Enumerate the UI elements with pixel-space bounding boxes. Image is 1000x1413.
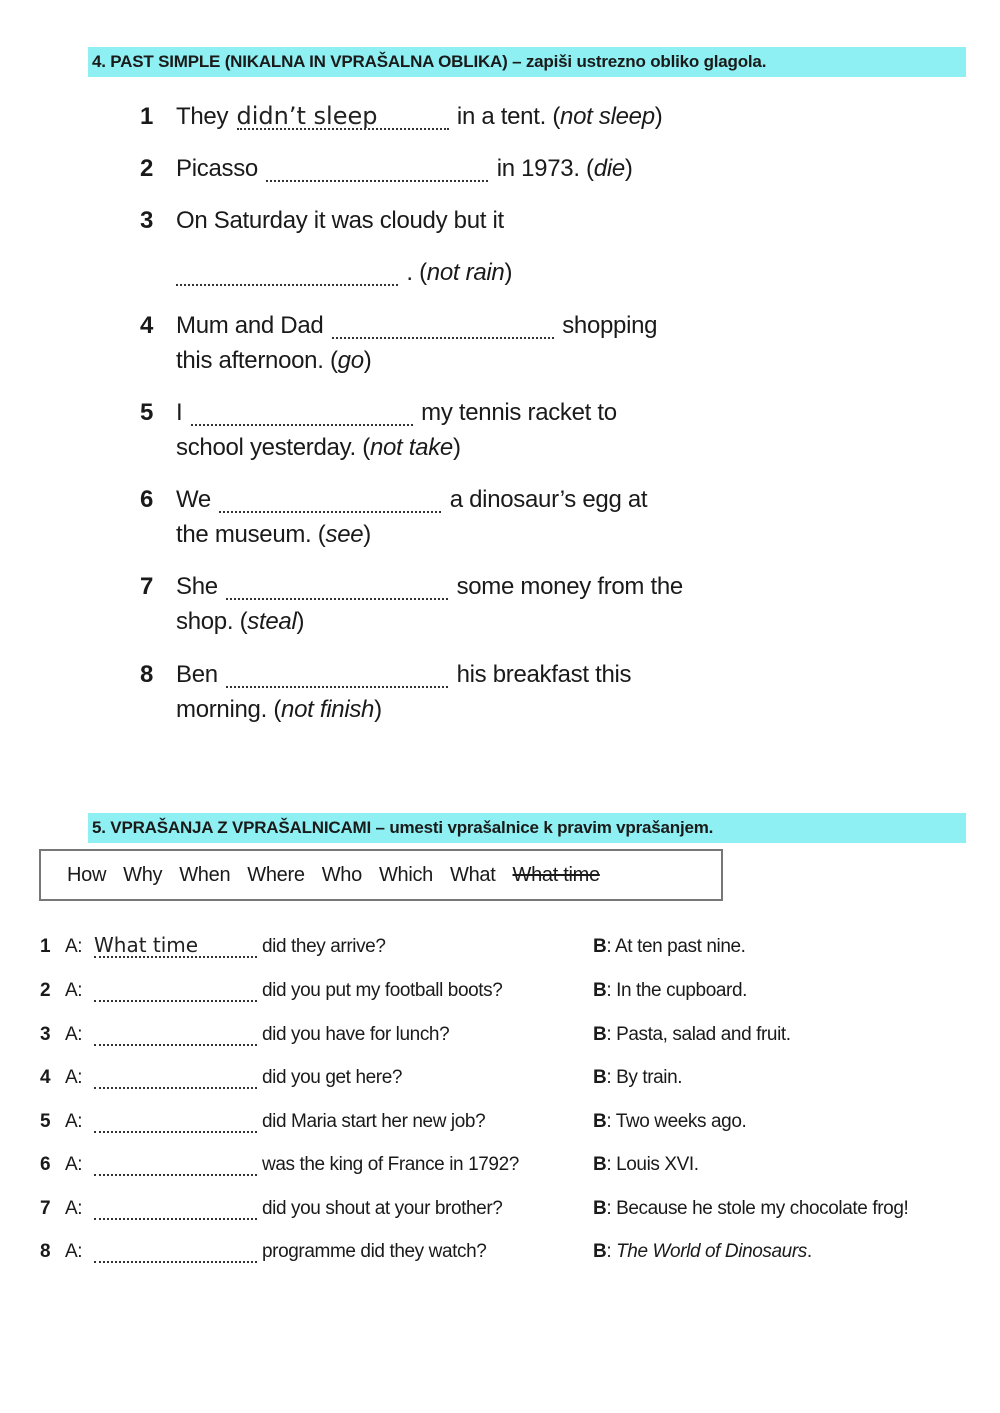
verb-hint: not sleep <box>560 103 655 130</box>
word-bank-item: Who <box>321 863 362 886</box>
question-row <box>0 1109 1000 1135</box>
row-number: 1 <box>40 936 51 957</box>
speaker-a-label: A: <box>65 936 83 957</box>
answer-input[interactable] <box>176 260 398 286</box>
item-number: 8 <box>140 661 154 688</box>
question-text: did you have for lunch? <box>262 1024 450 1045</box>
item-text: shop. ( <box>176 608 248 635</box>
reply <box>593 1152 699 1178</box>
question-text: was the king of France in 1792? <box>262 1154 519 1175</box>
item-number: 6 <box>140 486 154 513</box>
verb-hint: see <box>325 521 364 548</box>
reply-text: : Pasta, salad and fruit. <box>606 1024 791 1045</box>
paren: ) <box>624 155 633 182</box>
question-word-input[interactable] <box>94 1109 257 1133</box>
answer-input[interactable] <box>219 487 441 513</box>
speaker-a-label: A: <box>65 1067 83 1088</box>
reply-text: : Louis XVI. <box>606 1154 699 1175</box>
row-number: 8 <box>40 1241 51 1262</box>
speaker-a-label: A: <box>65 1111 83 1132</box>
item-text: morning. ( <box>176 696 282 723</box>
item-text: She <box>176 573 218 600</box>
paren: ) <box>363 347 372 374</box>
answer-input[interactable] <box>191 400 413 426</box>
row-number: 7 <box>40 1198 51 1219</box>
paren: ) <box>654 103 663 130</box>
item-text: the museum. ( <box>176 521 326 548</box>
word-bank-item: Which <box>378 863 434 886</box>
question-row <box>0 978 1000 1004</box>
question-text: programme did they watch? <box>262 1241 487 1262</box>
paren: ) <box>296 608 305 635</box>
word-bank-item: What <box>450 863 496 886</box>
word-bank-item: Why <box>123 863 163 886</box>
word-bank-item: Where <box>247 863 305 886</box>
speaker-b-label: B <box>593 1198 607 1219</box>
speaker-a-label: A: <box>65 1198 83 1219</box>
question-word-input[interactable] <box>94 934 257 958</box>
reply-text: : At ten past nine. <box>606 936 746 957</box>
item-text: shopping <box>562 312 658 339</box>
question-word-input[interactable] <box>94 1196 257 1220</box>
paren: ) <box>504 259 513 286</box>
reply <box>593 1022 791 1048</box>
word-bank-item: When <box>179 863 231 886</box>
reply <box>593 1065 682 1091</box>
reply <box>593 978 747 1004</box>
paren: ) <box>363 521 371 548</box>
question-word-input[interactable] <box>94 1152 257 1176</box>
item-text: some money from the <box>456 573 683 600</box>
question-text: did you shout at your brother? <box>262 1198 503 1219</box>
section-4-title: 4. PAST SIMPLE (NIKALNA IN VPRAŠALNA OBLIKA) – zapiši ustrezno obliko glagola. <box>88 47 966 77</box>
speaker-b-label: B <box>593 1024 607 1045</box>
verb-hint: go <box>337 347 364 374</box>
question-word-input[interactable] <box>94 1239 257 1263</box>
reply <box>593 934 746 960</box>
item-text: We <box>176 486 211 513</box>
item-text: Mum and Dad <box>176 312 324 339</box>
item-text: Ben <box>176 661 218 688</box>
speaker-b-label: B <box>593 1067 607 1088</box>
item-text: his breakfast this <box>456 661 632 688</box>
reply-text: . <box>806 1241 812 1262</box>
row-number: 6 <box>40 1154 51 1175</box>
question-word-input[interactable] <box>94 1065 257 1089</box>
paren: ) <box>374 696 382 723</box>
speaker-a-label: A: <box>65 1154 83 1175</box>
question-row <box>0 1152 1000 1178</box>
item-text: Picasso <box>176 155 258 182</box>
item-text: my tennis racket to <box>421 399 617 426</box>
speaker-b-label: B <box>593 980 607 1001</box>
item-text: On Saturday it was cloudy but it <box>176 207 504 234</box>
question-row <box>0 1065 1000 1091</box>
speaker-a-label: A: <box>65 1241 83 1262</box>
speaker-a-label: A: <box>65 1024 83 1045</box>
speaker-b-label: B <box>593 1154 607 1175</box>
reply <box>593 1109 746 1135</box>
question-row <box>0 934 1000 960</box>
item-number: 1 <box>140 103 154 130</box>
verb-hint: not take <box>369 434 453 461</box>
answer-input[interactable] <box>226 662 448 688</box>
question-word-input[interactable] <box>94 1022 257 1046</box>
row-number: 5 <box>40 1111 51 1132</box>
verb-hint: steal <box>247 608 297 635</box>
item-number: 5 <box>140 399 154 426</box>
item-text: a dinosaur’s egg at <box>449 486 648 513</box>
item-text: . ( <box>400 259 427 286</box>
reply-text: : Two weeks ago. <box>606 1111 747 1132</box>
item-text: this afternoon. ( <box>176 347 338 374</box>
question-text: did you put my football boots? <box>262 980 503 1001</box>
speaker-b-label: B <box>593 1241 607 1262</box>
row-number: 2 <box>40 980 51 1001</box>
question-word-input[interactable] <box>94 978 257 1002</box>
section-5-title: 5. VPRAŠANJA Z VPRAŠALNICAMI – umesti vprašalnice k pravim vprašanjem. <box>88 813 966 843</box>
question-row <box>0 1196 1000 1222</box>
answer-input[interactable] <box>332 313 554 339</box>
row-number: 3 <box>40 1024 51 1045</box>
item-text: in a tent. ( <box>456 103 561 130</box>
question-text: did you get here? <box>262 1067 403 1088</box>
reply-text: : <box>606 1241 617 1262</box>
item-text: I <box>176 399 183 426</box>
reply <box>593 1196 908 1222</box>
item-number: 2 <box>140 155 154 182</box>
reply-title: The World of Dinosaurs <box>616 1241 807 1262</box>
item-number: 3 <box>140 207 154 234</box>
row-number: 4 <box>40 1067 51 1088</box>
reply-text: : By train. <box>606 1067 683 1088</box>
question-text: did they arrive? <box>262 936 386 957</box>
speaker-b-label: B <box>593 936 607 957</box>
question-row <box>0 1239 1000 1265</box>
reply-text: : In the cupboard. <box>606 980 748 1001</box>
verb-hint: not finish <box>281 696 375 723</box>
verb-hint: die <box>593 155 625 182</box>
question-row <box>0 1022 1000 1048</box>
reply <box>593 1239 812 1265</box>
word-bank <box>39 849 723 901</box>
item-number: 7 <box>140 573 154 600</box>
speaker-b-label: B <box>593 1111 607 1132</box>
item-number: 4 <box>140 312 154 339</box>
word-bank-item-used: What time <box>512 863 600 886</box>
verb-hint: not rain <box>426 259 505 286</box>
reply-text: : Because he stole my chocolate frog! <box>606 1198 909 1219</box>
item-text: They <box>176 103 229 130</box>
question-text: did Maria start her new job? <box>262 1111 486 1132</box>
answer-input[interactable] <box>226 574 448 600</box>
answer-input[interactable] <box>266 156 488 182</box>
speaker-a-label: A: <box>65 980 83 1001</box>
item-text: in 1973. ( <box>496 155 594 182</box>
answer-input[interactable] <box>237 104 449 130</box>
item-text: school yesterday. ( <box>176 434 370 461</box>
paren: ) <box>452 434 461 461</box>
word-bank-item: How <box>67 863 107 886</box>
